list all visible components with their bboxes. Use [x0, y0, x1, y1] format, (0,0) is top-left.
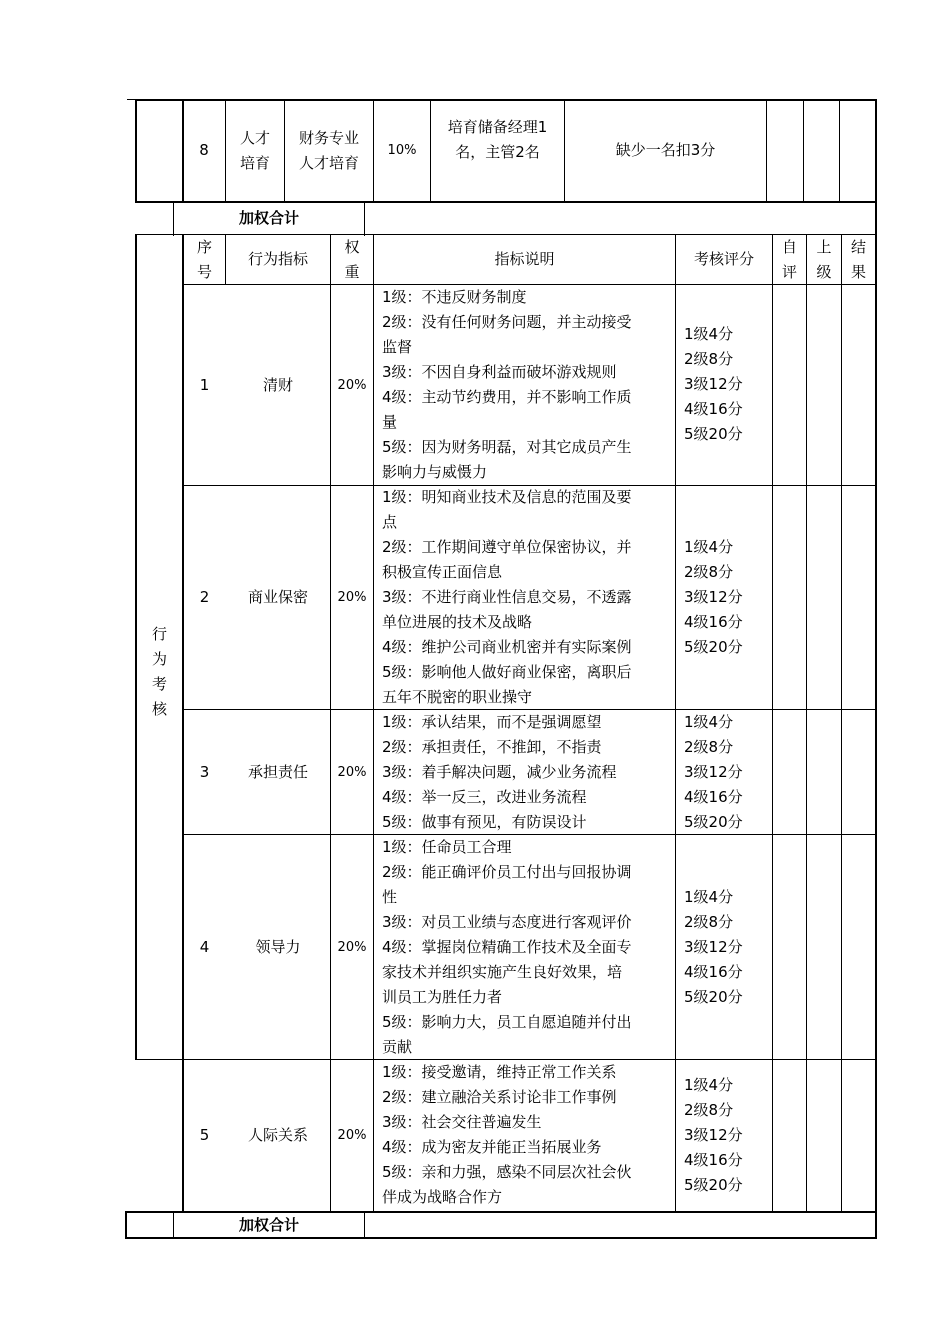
description-line: 1级：承认结果，而不是强调愿望	[382, 713, 602, 731]
row-scoring	[684, 322, 743, 447]
description-line: 5级：因为财务明磊，对其它成员产生	[382, 438, 632, 456]
row-8-description-line: 培育储备经理1	[447, 118, 548, 136]
description-line: 4级：主动节约费用，并不影响工作质	[382, 388, 632, 406]
section-label-char: 为	[151, 650, 167, 668]
description-line: 2级：工作期间遵守单位保密协议，并	[382, 538, 632, 556]
description-line: 监督	[382, 338, 413, 356]
scoring-line: 2级8分	[684, 738, 734, 756]
header-superior-review	[807, 235, 841, 284]
header-self-review	[773, 235, 806, 284]
header-indicator: 行为指标	[247, 250, 308, 268]
scoring-line: 5级20分	[684, 638, 743, 656]
header-no-char: 序	[196, 237, 212, 256]
row-description	[382, 710, 672, 835]
section-label-char: 行	[151, 625, 167, 643]
scoring-line: 1级4分	[684, 1076, 734, 1094]
scoring-line: 1级4分	[684, 713, 734, 731]
row-8-indicator-line: 财务专业	[298, 128, 359, 147]
description-line: 1级：不违反财务制度	[382, 288, 527, 306]
scoring-line: 4级16分	[684, 1151, 743, 1169]
description-line: 3级：社会交往普遍发生	[382, 1113, 542, 1131]
row-8-description	[431, 100, 564, 180]
row-indicator: 承担责任	[247, 762, 308, 781]
description-line: 5级：影响他人做好商业保密，离职后	[382, 663, 632, 681]
description-line: 4级：成为密友并能正当拓展业务	[382, 1138, 602, 1156]
row-indicator: 清财	[262, 375, 293, 394]
scoring-line: 5级20分	[684, 813, 743, 831]
header-result-char: 结	[850, 237, 866, 256]
row-description	[382, 1060, 672, 1210]
row-8-no: 8	[199, 141, 209, 159]
row-8-description-line: 名，主管2名	[455, 143, 540, 161]
row-no: 2	[199, 588, 210, 606]
row-indicator: 商业保密	[247, 588, 308, 606]
row-indicator: 人际关系	[247, 1126, 308, 1144]
description-line: 贡献	[382, 1038, 413, 1056]
header-no	[184, 235, 225, 284]
scoring-line: 1级4分	[684, 538, 734, 556]
description-line: 家技术并组织实施产生良好效果，培	[382, 963, 623, 981]
scoring-line: 4级16分	[684, 963, 743, 981]
weighted-total-label: 加权合计	[238, 1215, 299, 1234]
scoring-line: 5级20分	[684, 425, 743, 443]
description-line: 3级：对员工业绩与态度进行客观评价	[382, 913, 632, 931]
scoring-line: 3级12分	[684, 938, 743, 956]
header-no-char: 号	[196, 262, 212, 281]
row-no: 5	[199, 1126, 210, 1144]
scoring-line: 2级8分	[684, 913, 734, 931]
description-line: 3级：着手解决问题，减少业务流程	[382, 763, 617, 781]
description-line: 3级：不因自身利益而破坏游戏规则	[382, 363, 617, 381]
row-8-scoring: 缺少一名扣3分	[615, 141, 716, 159]
scoring-line: 5级20分	[684, 988, 743, 1006]
scoring-line: 2级8分	[684, 563, 734, 581]
header-superior-char: 级	[816, 262, 832, 281]
description-line: 单位进展的技术及战略	[382, 613, 533, 631]
description-line: 影响力与威慑力	[382, 463, 488, 481]
description-line: 训员工为胜任力者	[382, 988, 503, 1006]
scoring-line: 2级8分	[684, 350, 734, 368]
description-line: 1级：明知商业技术及信息的范围及要	[382, 488, 632, 506]
description-line: 1级：接受邀请，维持正常工作关系	[382, 1063, 617, 1081]
description-line: 量	[382, 413, 398, 431]
row-scoring	[684, 885, 743, 1010]
row-description	[382, 285, 672, 485]
scoring-line: 1级4分	[684, 325, 734, 343]
description-line: 3级：不进行商业性信息交易，不透露	[382, 588, 632, 606]
description-line: 1级：任命员工合理	[382, 838, 512, 856]
row-8-category-line: 培育	[239, 153, 270, 172]
row-scoring	[684, 710, 743, 835]
weighted-total-label: 加权合计	[238, 209, 299, 227]
header-weight-char: 权	[344, 237, 360, 256]
description-line: 5级：做事有预见，有防误设计	[382, 813, 587, 831]
section-label-behavior-assessment	[137, 285, 182, 1059]
row-weight: 20%	[337, 764, 367, 780]
scoring-line: 4级16分	[684, 788, 743, 806]
scoring-line: 3级12分	[684, 1126, 743, 1144]
description-line: 4级：举一反三，改进业务流程	[382, 788, 587, 806]
row-no: 1	[199, 375, 210, 394]
description-line: 点	[382, 513, 398, 531]
row-weight: 20%	[337, 939, 367, 955]
description-line: 2级：建立融洽关系讨论非工作事例	[382, 1088, 617, 1106]
description-line: 2级：没有任何财务问题，并主动接受	[382, 313, 632, 331]
header-weight	[331, 235, 373, 284]
scoring-line: 3级12分	[684, 763, 743, 781]
header-scoring: 考核评分	[693, 250, 754, 268]
scoring-line: 4级16分	[684, 613, 743, 631]
row-weight: 20%	[337, 590, 367, 605]
row-no: 4	[199, 937, 210, 956]
header-self-char: 评	[781, 262, 797, 281]
scoring-line: 3级12分	[684, 588, 743, 606]
row-8-indicator-line: 人才培育	[298, 153, 359, 172]
row-description	[382, 835, 672, 1060]
row-8-weight: 10%	[387, 143, 417, 158]
row-8-category-line: 人才	[239, 128, 270, 147]
description-line: 五年不脱密的职业操守	[382, 688, 533, 706]
row-description	[382, 485, 672, 710]
scoring-line: 3级12分	[684, 375, 743, 393]
header-result	[842, 235, 875, 284]
row-8-indicator	[285, 100, 373, 201]
description-line: 4级：维护公司商业机密并有实际案例	[382, 638, 632, 656]
row-indicator: 领导力	[255, 937, 301, 956]
description-line: 2级：能正确评价员工付出与回报协调	[382, 863, 632, 881]
header-self-char: 自	[781, 237, 797, 256]
scoring-line: 2级8分	[684, 1101, 734, 1119]
description-line: 5级：亲和力强，感染不同层次社会伙	[382, 1163, 632, 1181]
description-line: 5级：影响力大，员工自愿追随并付出	[382, 1013, 632, 1031]
row-weight: 20%	[337, 377, 367, 393]
header-weight-char: 重	[344, 262, 360, 281]
section-label-char: 考	[151, 675, 167, 693]
row-no: 3	[199, 762, 210, 781]
header-description: 指标说明	[494, 250, 555, 268]
header-superior-char: 上	[816, 237, 832, 256]
description-line: 伴成为战略合作方	[382, 1188, 503, 1206]
description-line: 4级：掌握岗位精确工作技术及全面专	[382, 938, 632, 956]
description-line: 积极宣传正面信息	[382, 563, 503, 581]
section-label-char: 核	[151, 700, 167, 718]
row-scoring	[684, 535, 743, 660]
header-result-char: 果	[850, 262, 866, 281]
row-scoring	[684, 1073, 743, 1198]
description-line: 2级：承担责任，不推卸，不指责	[382, 738, 602, 756]
scoring-line: 4级16分	[684, 400, 743, 418]
scoring-line: 1级4分	[684, 888, 734, 906]
scoring-line: 5级20分	[684, 1176, 743, 1194]
description-line: 性	[382, 888, 398, 906]
row-weight: 20%	[337, 1128, 367, 1143]
row-8-category	[226, 100, 284, 201]
